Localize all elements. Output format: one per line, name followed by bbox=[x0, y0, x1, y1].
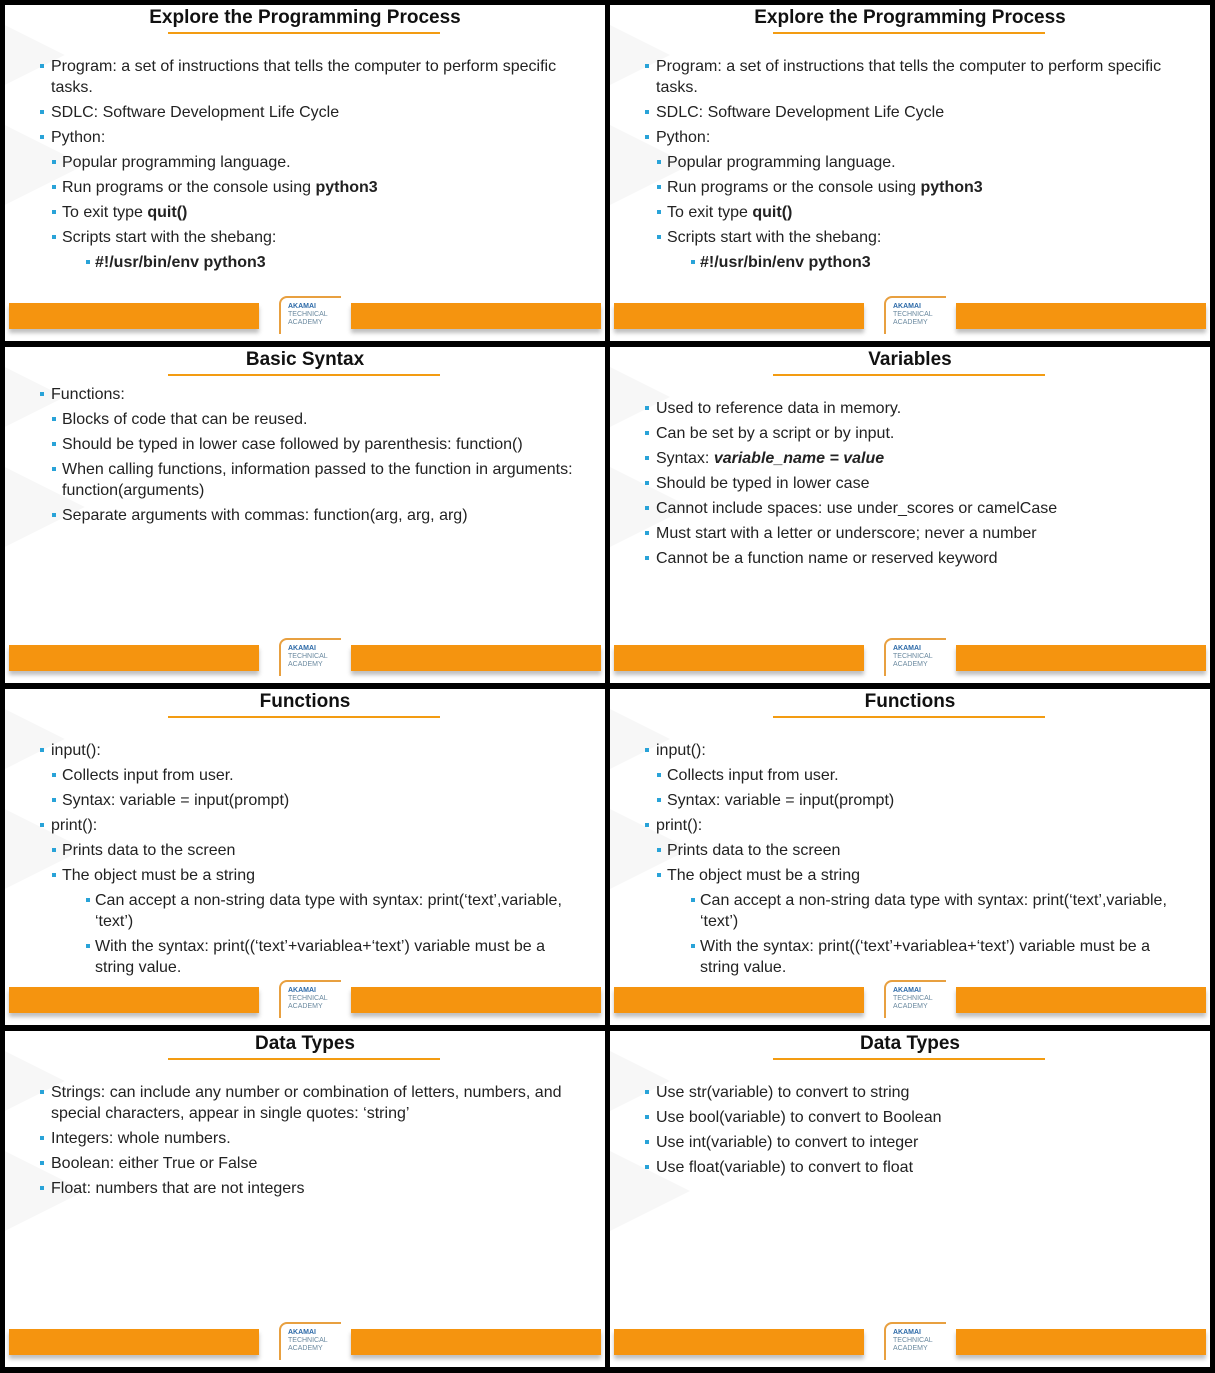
footer-bar-left bbox=[614, 645, 864, 671]
akamai-logo bbox=[884, 1322, 946, 1360]
bullet-item: Can accept a non-string data type with syntax: print(‘text’,variable, ‘text’) bbox=[5, 890, 585, 932]
footer-bar-left bbox=[9, 645, 259, 671]
akamai-logo bbox=[279, 980, 341, 1018]
slide-title: Data Types bbox=[255, 1033, 355, 1054]
logo-line: ACADEMY bbox=[893, 661, 928, 668]
bullet-item: The object must be a string bbox=[610, 865, 1190, 886]
logo-line: AKAMAI bbox=[893, 645, 921, 652]
bullet-item: Scripts start with the shebang: bbox=[5, 227, 585, 248]
slide-variables bbox=[610, 347, 1210, 683]
logo-line: ACADEMY bbox=[893, 319, 928, 326]
bullet-item: Scripts start with the shebang: bbox=[610, 227, 1190, 248]
logo-line: ACADEMY bbox=[288, 319, 323, 326]
logo-line: ACADEMY bbox=[893, 1003, 928, 1010]
title-underline bbox=[168, 716, 440, 718]
bullet-item: Prints data to the screen bbox=[5, 840, 585, 861]
bullet-item: Program: a set of instructions that tells the computer to perform specific tasks. bbox=[610, 56, 1190, 98]
slide-title: Functions bbox=[259, 691, 351, 712]
footer-bar-left bbox=[9, 1329, 259, 1355]
bullet-item: Boolean: either True or False bbox=[5, 1153, 585, 1174]
bullet-item: Separate arguments with commas: function(arg, arg, arg) bbox=[5, 505, 585, 526]
footer-bar-right bbox=[956, 303, 1206, 329]
syntax-text: variable_name = value bbox=[713, 450, 885, 467]
slide-basic-syntax bbox=[5, 347, 605, 683]
logo-line: AKAMAI bbox=[893, 303, 921, 310]
logo-line: ACADEMY bbox=[288, 1003, 323, 1010]
bullet-item: print(): bbox=[5, 815, 585, 836]
slide-title: Explore the Programming Process bbox=[754, 7, 1066, 28]
bullet-list bbox=[610, 56, 1190, 277]
footer-bar-right bbox=[956, 645, 1206, 671]
footer-bar-left bbox=[614, 987, 864, 1013]
slide-explore-programming-1 bbox=[5, 5, 605, 341]
bullet-item: Blocks of code that can be reused. bbox=[5, 409, 585, 430]
bullet-item: Integers: whole numbers. bbox=[5, 1128, 585, 1149]
bullet-item: Cannot include spaces: use under_scores or camelCase bbox=[610, 498, 1190, 519]
bullet-list bbox=[5, 56, 585, 277]
footer-bar-right bbox=[351, 1329, 601, 1355]
bullet-item: Use float(variable) to convert to float bbox=[610, 1157, 1190, 1178]
bullet-item: #!/usr/bin/env python3 bbox=[5, 252, 585, 273]
bullet-item: Use int(variable) to convert to integer bbox=[610, 1132, 1190, 1153]
bullet-list bbox=[610, 1082, 1190, 1182]
logo-line: AKAMAI bbox=[288, 645, 316, 652]
footer-bar-left bbox=[614, 1329, 864, 1355]
akamai-logo bbox=[279, 638, 341, 676]
bullet-item: Float: numbers that are not integers bbox=[5, 1178, 585, 1199]
logo-line: AKAMAI bbox=[893, 1329, 921, 1336]
logo-line: ACADEMY bbox=[893, 1345, 928, 1352]
bullet-item: input(): bbox=[5, 740, 585, 761]
footer-bar-right bbox=[351, 987, 601, 1013]
footer-bar-left bbox=[9, 987, 259, 1013]
logo-line: AKAMAI bbox=[893, 987, 921, 994]
logo-line: TECHNICAL bbox=[893, 1337, 933, 1344]
bullet-item: #!/usr/bin/env python3 bbox=[610, 252, 1190, 273]
akamai-logo bbox=[884, 296, 946, 334]
bullet-item: Should be typed in lower case bbox=[610, 473, 1190, 494]
footer-bar-left bbox=[9, 303, 259, 329]
bullet-text: Syntax: bbox=[656, 450, 714, 467]
bullet-item: Used to reference data in memory. bbox=[610, 398, 1190, 419]
bullet-list bbox=[5, 384, 585, 530]
bullet-text: Run programs or the console using bbox=[667, 179, 921, 196]
title-underline bbox=[773, 716, 1045, 718]
bullet-item: Functions: bbox=[5, 384, 585, 405]
bullet-item: Strings: can include any number or combination of letters, numbers, and special characters, appear in single quotes: ‘string’ bbox=[5, 1082, 585, 1124]
title-underline bbox=[773, 32, 1045, 34]
bullet-item bbox=[610, 177, 1190, 198]
logo-line: AKAMAI bbox=[288, 987, 316, 994]
title-underline bbox=[168, 374, 440, 376]
bullet-list bbox=[610, 740, 1190, 982]
command-text: quit() bbox=[752, 204, 793, 221]
slide-data-types-1 bbox=[5, 1031, 605, 1367]
bullet-item: Syntax: variable = input(prompt) bbox=[5, 790, 585, 811]
bullet-item bbox=[610, 202, 1190, 223]
bullet-item: With the syntax: print((‘text’+variablea+‘text’) variable must be a string value. bbox=[610, 936, 1190, 978]
slide-explore-programming-2 bbox=[610, 5, 1210, 341]
bullet-list bbox=[5, 1082, 585, 1203]
bullet-item: Should be typed in lower case followed by parenthesis: function() bbox=[5, 434, 585, 455]
bullet-item bbox=[610, 448, 1190, 469]
bullet-item: Use str(variable) to convert to string bbox=[610, 1082, 1190, 1103]
title-underline bbox=[773, 1058, 1045, 1060]
bullet-item: Python: bbox=[610, 127, 1190, 148]
logo-line: ACADEMY bbox=[288, 1345, 323, 1352]
bullet-item bbox=[5, 202, 585, 223]
bullet-item: Prints data to the screen bbox=[610, 840, 1190, 861]
slide-title: Functions bbox=[864, 691, 956, 712]
bullet-item: Syntax: variable = input(prompt) bbox=[610, 790, 1190, 811]
title-underline bbox=[773, 374, 1045, 376]
bullet-item: Popular programming language. bbox=[610, 152, 1190, 173]
title-underline bbox=[168, 1058, 440, 1060]
footer-bar-right bbox=[351, 645, 601, 671]
bullet-item: Python: bbox=[5, 127, 585, 148]
slide-title: Explore the Programming Process bbox=[149, 7, 461, 28]
logo-line: TECHNICAL bbox=[288, 1337, 328, 1344]
command-text: python3 bbox=[920, 179, 983, 196]
logo-line: ACADEMY bbox=[288, 661, 323, 668]
akamai-logo bbox=[884, 980, 946, 1018]
bullet-item: Program: a set of instructions that tells the computer to perform specific tasks. bbox=[5, 56, 585, 98]
bullet-text: Run programs or the console using bbox=[62, 179, 316, 196]
bullet-text: To exit type bbox=[667, 204, 753, 221]
logo-line: AKAMAI bbox=[288, 303, 316, 310]
akamai-logo bbox=[884, 638, 946, 676]
bullet-item: Collects input from user. bbox=[610, 765, 1190, 786]
bullet-item: print(): bbox=[610, 815, 1190, 836]
bullet-item: Can accept a non-string data type with syntax: print(‘text’,variable, ‘text’) bbox=[610, 890, 1190, 932]
slide-functions-2 bbox=[610, 689, 1210, 1025]
bullet-item: Popular programming language. bbox=[5, 152, 585, 173]
footer-bar-right bbox=[351, 303, 601, 329]
command-text: quit() bbox=[147, 204, 188, 221]
bullet-list bbox=[610, 398, 1190, 573]
bullet-list bbox=[5, 740, 585, 982]
bullet-item: SDLC: Software Development Life Cycle bbox=[610, 102, 1190, 123]
bullet-item: SDLC: Software Development Life Cycle bbox=[5, 102, 585, 123]
logo-line: TECHNICAL bbox=[893, 653, 933, 660]
footer-bar-right bbox=[956, 1329, 1206, 1355]
bullet-item: Can be set by a script or by input. bbox=[610, 423, 1190, 444]
slide-title: Data Types bbox=[860, 1033, 960, 1054]
bullet-item: When calling functions, information passed to the function in arguments: function(arguments) bbox=[5, 459, 585, 501]
bullet-item: Must start with a letter or underscore; never a number bbox=[610, 523, 1190, 544]
bullet-item: input(): bbox=[610, 740, 1190, 761]
bullet-item: Cannot be a function name or reserved keyword bbox=[610, 548, 1190, 569]
akamai-logo bbox=[279, 1322, 341, 1360]
bullet-item: With the syntax: print((‘text’+variablea+‘text’) variable must be a string value. bbox=[5, 936, 585, 978]
bullet-item bbox=[5, 177, 585, 198]
footer-bar-right bbox=[956, 987, 1206, 1013]
slide-title: Basic Syntax bbox=[245, 349, 365, 370]
footer-bar-left bbox=[614, 303, 864, 329]
logo-line: TECHNICAL bbox=[288, 653, 328, 660]
bullet-text: To exit type bbox=[62, 204, 148, 221]
title-underline bbox=[168, 32, 440, 34]
logo-line: AKAMAI bbox=[288, 1329, 316, 1336]
slide-data-types-2 bbox=[610, 1031, 1210, 1367]
logo-line: TECHNICAL bbox=[288, 311, 328, 318]
bullet-item: Collects input from user. bbox=[5, 765, 585, 786]
slide-title: Variables bbox=[868, 349, 952, 370]
akamai-logo bbox=[279, 296, 341, 334]
logo-line: TECHNICAL bbox=[288, 995, 328, 1002]
bullet-item: The object must be a string bbox=[5, 865, 585, 886]
command-text: python3 bbox=[315, 179, 378, 196]
bullet-item: Use bool(variable) to convert to Boolean bbox=[610, 1107, 1190, 1128]
logo-line: TECHNICAL bbox=[893, 311, 933, 318]
slide-functions-1 bbox=[5, 689, 605, 1025]
logo-line: TECHNICAL bbox=[893, 995, 933, 1002]
